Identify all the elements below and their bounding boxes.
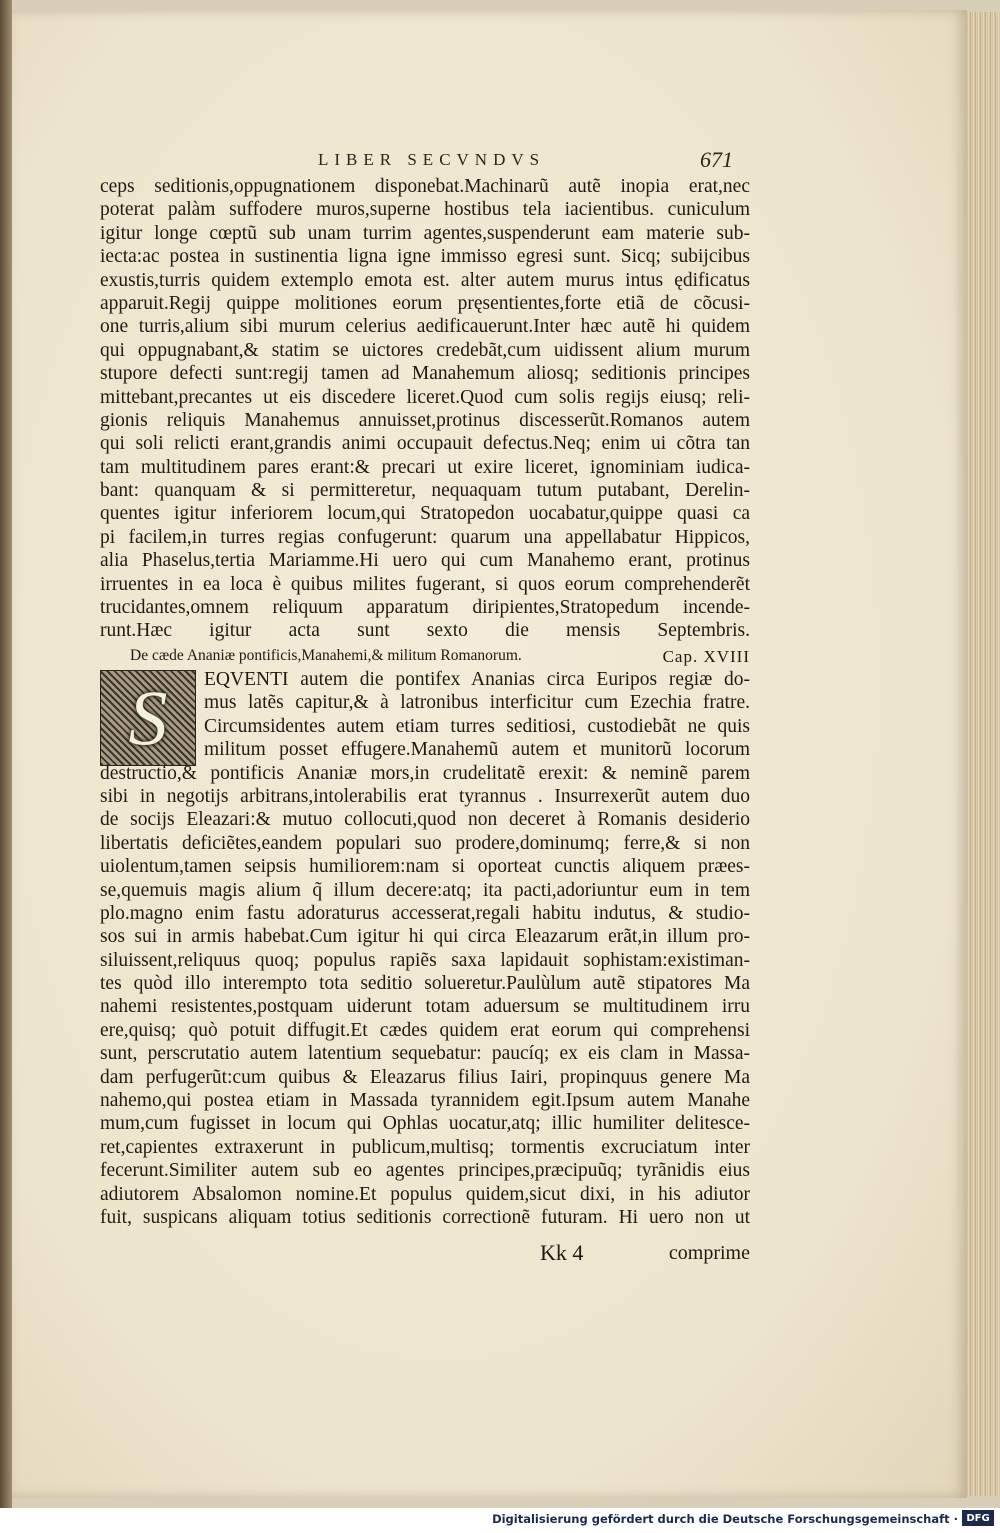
chapter-heading [130, 647, 750, 667]
text-line: fecerunt.Similiter autem sub eo agentes principes,præcipuũq; tyrãnidis eius [100, 1160, 750, 1182]
text-line: adiutorem Absalomon nomine.Et populus quidem,sicut dixi, in his adiutor [100, 1183, 750, 1205]
text-line: gionis reliquis Manahemus annuisset,protinus discesserũt.Romanos autem [100, 409, 750, 431]
text-line: EQVENTI autem die pontifex Ananias circa Euripos regiæ do- [204, 669, 750, 690]
chapter-number: Cap. XVIII [662, 647, 750, 666]
dfg-logo: DFG [962, 1510, 994, 1526]
paragraph-1 [100, 175, 750, 643]
signature-mark: Kk 4 [540, 1240, 584, 1265]
text-line: igitur longe cœptũ sub unam turrim agentes,suspenderunt eam materie sub- [100, 222, 750, 244]
text-line: mum,cum fugisset in locum qui Ophlas uocatur,atq; illic humiliter delitesce- [100, 1113, 750, 1135]
text-line: ret,capientes extraxerunt in publicum,multisq; tormentis excruciatum inter [100, 1136, 750, 1158]
text-line: militum posset effugere.Manahemũ autem et munitorũ locorum [204, 739, 750, 761]
text-line: libertatis deficiẽtes,eandem populari suo prodere,dominumq; ferre,& si non [100, 832, 750, 854]
folio-number: 671 [700, 147, 733, 172]
running-head: LIBER SECVNDVS [318, 150, 546, 169]
catchword: comprime [668, 1242, 750, 1264]
text-line: destructio,& pontificis Ananiæ mors,in crudelitatẽ erexit: & neminẽ parem [100, 762, 750, 784]
text-line: poterat palàm suffodere muros,superne hostibus tela iacientibus. cuniculum [100, 199, 750, 221]
page-edge-stack [967, 12, 1000, 1496]
text-line: uiolentum,tamen seipsis humiliorem:nam si oporteat cunctis aliquem præes- [100, 856, 750, 878]
text-line: ceps seditionis,oppugnationem disponebat.Machinarũ autẽ inopia erat,nec [100, 176, 750, 197]
text-line: qui soli relicti erant,grandis animi occupauit defectus.Neq; enim ui cõtra tan [100, 433, 750, 455]
text-line: trucidantes,omnem reliquum apparatum diripientes,Stratopedum incende- [100, 597, 750, 619]
text-line: de socijs Eleazari:& mutuo collocuti,quod non deceret à Romanis desiderio [100, 809, 750, 831]
text-line: nahemi resistentes,postquam uiderunt totam aduersum se multitudinem irru [100, 996, 750, 1018]
text-line: iecta:ac postea in sustinentia ligna igne immisso egresi sunt. Sicq; subijcibus [100, 246, 750, 268]
paragraph-2 [100, 668, 750, 1229]
drop-initial-letter: S [128, 674, 168, 761]
text-line: dam perfugerũt:cum quibus & Eleazarus filius Iairi, propinquus genere Ma [100, 1066, 750, 1088]
text-line: sos sui in armis habebat.Cum igitur hi qui circa Eleazarum erãt,in illum pro- [100, 926, 750, 948]
text-line: quentes igitur inferiorem locum,qui Stratopedon uocabatur,quippe quasi ca [100, 503, 750, 525]
text-line: irruentes in ea loca è quibus milites fugerant, si quos eorum comprehenderẽt [100, 573, 750, 595]
text-line: tam multitudinem pares erant:& precari ut exire liceret, ignominiam iudica- [100, 456, 750, 478]
text-line: mittebant,precantes ut eis discedere liceret.Quod cum solis regijs eiusq; reli- [100, 386, 750, 408]
book-spine-edge [0, 0, 12, 1508]
text-line: siluissent,reliquus quoq; populus rapiẽs saxa lapidauit sophistam:existiman- [100, 949, 750, 971]
text-line: sibi in negotijs arbitrans,intolerabilis erat tyrannus . Insurrexerũt autem duo [100, 785, 750, 807]
text-line: alia Phaselus,tertia Mariamme.Hi uero qui cum Manahemo erant, protinus [100, 550, 750, 572]
text-line: mus latẽs capitur,& à latronibus interficitur cum Ezechia fratre. [204, 692, 750, 714]
text-line: one turris,alium sibi murum celerius aedificauerunt.Inter hæc autẽ hi quidem [100, 316, 750, 338]
chapter-title: De cæde Ananiæ pontificis,Manahemi,& militum Romanorum. [130, 647, 522, 664]
text-line: ere,quisq; quò potuit diffugit.Et cædes quidem erat eorum qui comprehensi [100, 1019, 750, 1041]
text-line: nahemo,qui postea etiam in Massada tyrannidem egit.Ipsum autem Manahe [100, 1090, 750, 1112]
text-line: tes quòd illo interempto tota seditio solueretur.Paulùlum autẽ stipatores Ma [100, 973, 750, 995]
text-line: se,quemuis magis alium q̃ illum decere:atq; ita pacti,adoriuntur eum in tem [100, 879, 750, 901]
text-line: stupore defecti sunt:regij tamen ad Manahemum aliosq; seditionis principes [100, 363, 750, 385]
text-line: runt.Hæc igitur acta sunt sexto die mensis Septembris. [100, 620, 750, 642]
text-line: sunt, perscrutatio autem latentium sequebatur: paucíq; ex eis clam in Massa- [100, 1043, 750, 1065]
text-line: pi facilem,in turres regias confugerunt: quarum una appellabatur Hippicos, [100, 526, 750, 548]
text-line: apparuit.Regij quippe molitiones eorum pręsentientes,forte etiã de cõcusi- [100, 292, 750, 314]
text-line: exustis,turris quidem extemplo emota est. alter autem murus intus ędificatus [100, 269, 750, 291]
digitization-credit: Digitalisierung gefördert durch die Deutsche Forschungsgemeinschaft · [492, 1512, 958, 1526]
text-line: fuit, suspicans aliquam totius seditionis correctionẽ futuram. Hi uero non ut [100, 1206, 750, 1228]
text-line: plo.magno enim fastu adoraturus accesserat,regali habitu indutus, & studio- [100, 902, 750, 924]
text-line: bant: quanquam & si permitteretur, nequaquam tutum putabant, Derelin- [100, 480, 750, 502]
text-line: Circumsidentes autem etiam turres seditiosi, custodiebãt ne quis [204, 715, 750, 737]
text-line: qui oppugnabant,& statim se uictores credebãt,cum uidissent alium murum [100, 339, 750, 361]
page-foot [100, 1240, 750, 1270]
